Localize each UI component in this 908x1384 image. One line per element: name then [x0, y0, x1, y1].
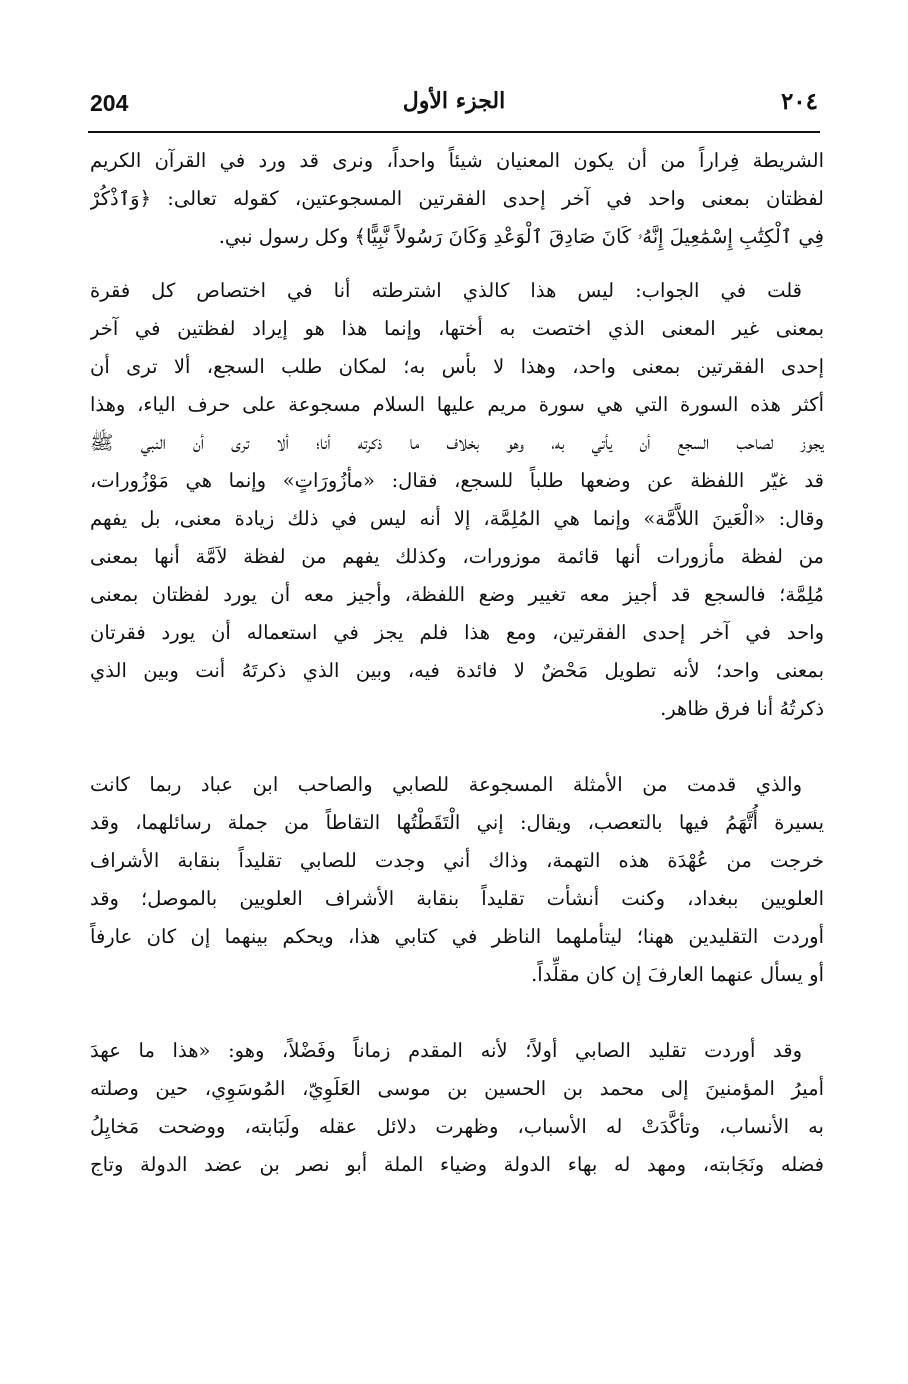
text-line: يجوز لصاحب السجع أن يأتي به، وهو بخلاف ما ذكرته أنا؛ ألا ترى أن النبي ﷺ	[90, 431, 824, 454]
text-line: وقال: «الْعَينَ اللاَّمَّة» وإنما هي المُلِمَّة، إلا أنه ليس في ذلك زيادة معنى، بل يفهم	[90, 507, 824, 530]
text-line: وقد أوردت تقليد الصابي أولاً؛ لأنه المقدم زماناً وفَضْلاً، وهو: «هذا ما عهدَ	[90, 1039, 802, 1062]
text-line: لفظتان بمعنى واحد في آخر إحدى الفقرتين المسجوعتين، كقوله تعالى: ﴿وَٱذْكُرْ	[90, 187, 824, 210]
paragraph-gap	[90, 728, 824, 766]
text-line: أوردت التقليدين ههنا؛ ليتأملهما الناظر في كتابي هذا، ويحكم بينهما إن كان عارفاً	[90, 925, 824, 948]
text-line: العلويين ببغداد، وكنت أنشأت تقليداً بنقابة الأشراف العلويين بالموصل؛ وقد	[90, 887, 824, 910]
paragraph-3	[90, 766, 824, 994]
text-line: أميرُ المؤمنينَ إلى محمد بن الحسين بن موسى العَلَوِيّ، المُوسَوِي، حين وصلته	[90, 1077, 824, 1100]
text-line: بمعنى غير المعنى الذي اختصت به أختها، وإنما هذا هو إيراد لفظتين في آخر	[90, 317, 824, 340]
paragraph-gap	[90, 994, 824, 1032]
text-line: واحد في آخر إحدى الفقرتين، ومع هذا فلم يجز في استعماله أن يورد فقرتان	[90, 621, 824, 644]
text-line: بمعنى واحد؛ لأنه تطويل مَحْضٌ لا فائدة فيه، وبين الذي ذكرتَهُ أنت وبين الذي	[90, 659, 824, 682]
page-number-latin: 204	[90, 90, 129, 116]
text-line: يسيرة أُتَّهَمُ فيها بالتعصب، ويقال: إني الْتَقَطْتُها التقاطاً من جملة رسائلهما، وقد	[90, 811, 824, 834]
paragraph-4	[90, 1032, 824, 1184]
text-line: به الأنساب، وتأكَّدَتْ له الأسباب، وظهرت دلائل عقله ولَبَابته، ووضحت مَخايِلُ	[90, 1115, 824, 1138]
page-number-arabic: ٢٠٤	[780, 88, 818, 115]
running-title: الجزء الأول	[402, 88, 506, 114]
text-line: الشريطة فِراراً من أن يكون المعنيان شيئاً واحداً، ونرى قد ورد في القرآن الكريم	[90, 149, 824, 172]
text-line: مُلِمَّة؛ فالسجع قد أجيز معه تغيير وضع اللفظة، وأجيز معه أن يورد لفظتان بمعنى	[90, 583, 824, 606]
text-line: قلت في الجواب: ليس هذا كالذي اشترطته أنا في اختصاص كل فقرة	[90, 279, 802, 302]
page-header	[88, 88, 820, 128]
paragraph-gap	[90, 256, 824, 272]
text-line: والذي قدمت من الأمثلة المسجوعة للصابي والصاحب ابن عباد ربما كانت	[90, 773, 802, 796]
text-line: إحدى الفقرتين بمعنى واحد، وهذا لا بأس به؛ لمكان طلب السجع، ألا ترى أن	[90, 355, 824, 378]
text-line: ذكرتُهُ أنا فرق ظاهر.	[660, 697, 824, 720]
header-rule	[88, 131, 820, 133]
text-line: أو يسأل عنهما العارفَ إن كان مقلِّداً.	[531, 963, 824, 986]
text-line: من لفظة مأزورات أنها قائمة موزورات، وكذلك يفهم من لفظة لاَمَّة أنها بمعنى	[90, 545, 824, 568]
text-line: أكثر هذه السورة التي هي سورة مريم عليها السلام مسجوعة على حرف الياء، وهذا	[90, 393, 824, 416]
text-line: قد غيّر اللفظة عن وضعها طلباً للسجع، فقال: «مأزُورَاتٍ» وإنما هي مَوْزُورات،	[90, 469, 824, 492]
text-line: فِي ٱلْكِتَٰبِ إِسْمَٰعِيلَ إِنَّهُۥ كَانَ صَادِقَ ٱلْوَعْدِ وَكَانَ رَسُولاً نَّبِيًّا﴾ وكل رسول نبي.	[218, 225, 824, 248]
text-line: فضله ونَجَابته، ومهد له بهاء الدولة وضياء الملة أبو نصر بن عضد الدولة وتاج	[90, 1153, 824, 1176]
page-body	[90, 142, 824, 1184]
paragraph-2	[90, 272, 824, 728]
paragraph-1	[90, 142, 824, 256]
text-line: خرجت من عُهْدَة هذه التهمة، وذاك أني وجدت للصابي تقليداً بنقابة الأشراف	[90, 849, 824, 872]
